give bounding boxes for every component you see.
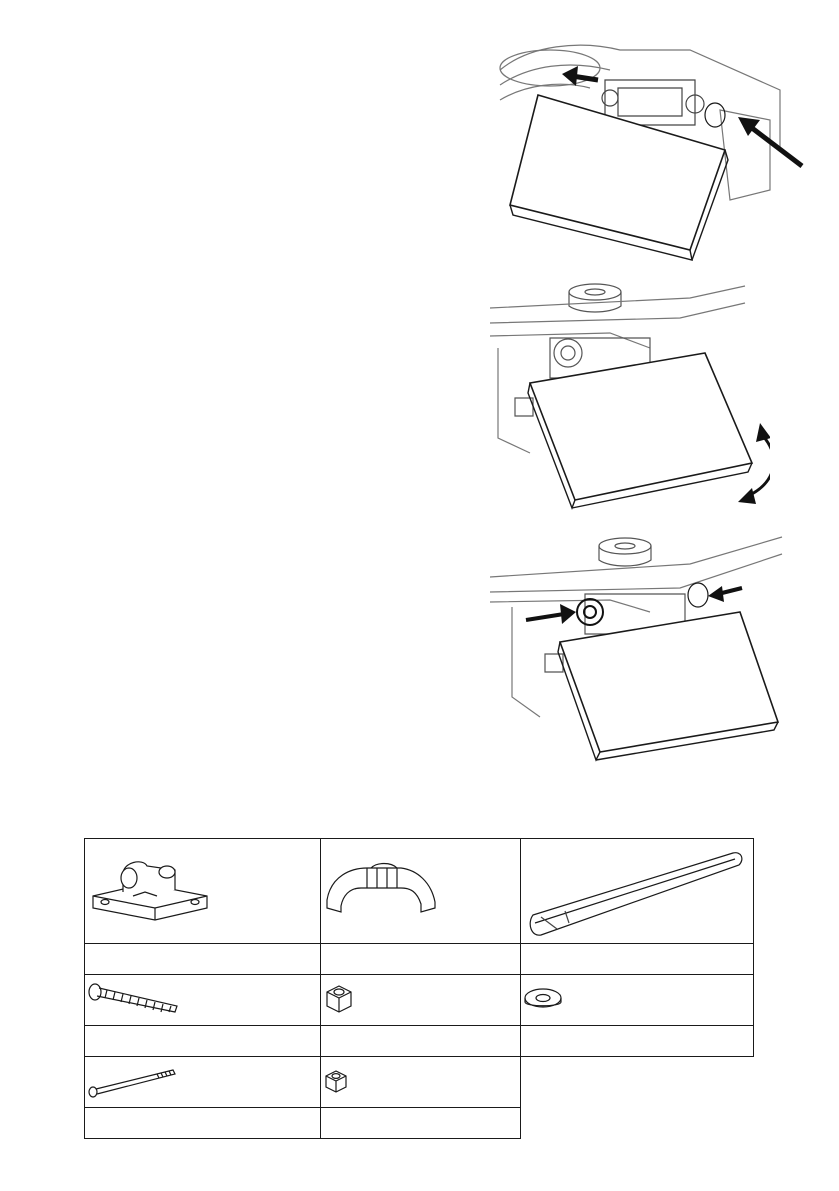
part-label	[85, 1026, 321, 1057]
part-cell	[85, 1057, 321, 1108]
washer-icon	[521, 985, 565, 1015]
part-label	[85, 944, 321, 975]
long-bolt-icon	[85, 980, 185, 1020]
part-label	[521, 944, 754, 975]
part-cell	[85, 839, 321, 944]
part-label	[521, 1026, 754, 1057]
part-label	[321, 1108, 521, 1139]
step3-illustration	[490, 532, 790, 764]
part-label	[85, 1108, 321, 1139]
part-label	[321, 944, 521, 975]
clamp-half-icon	[321, 856, 441, 926]
step1-illustration	[490, 40, 810, 266]
part-label	[321, 1026, 521, 1057]
tube-rod-icon	[521, 841, 747, 941]
empty-cell	[521, 1108, 754, 1139]
flat-screw-icon	[85, 1062, 185, 1102]
part-cell	[321, 1057, 521, 1108]
empty-cell	[521, 1057, 754, 1108]
part-cell	[521, 839, 754, 944]
small-hex-nut-icon	[321, 1067, 351, 1097]
part-cell	[85, 975, 321, 1026]
hex-nut-icon	[321, 982, 357, 1018]
part-cell	[321, 975, 521, 1026]
parts-table	[84, 838, 754, 1139]
base-bracket-icon	[85, 856, 215, 926]
step2-illustration	[490, 278, 770, 510]
part-cell	[521, 975, 754, 1026]
part-cell	[321, 839, 521, 944]
